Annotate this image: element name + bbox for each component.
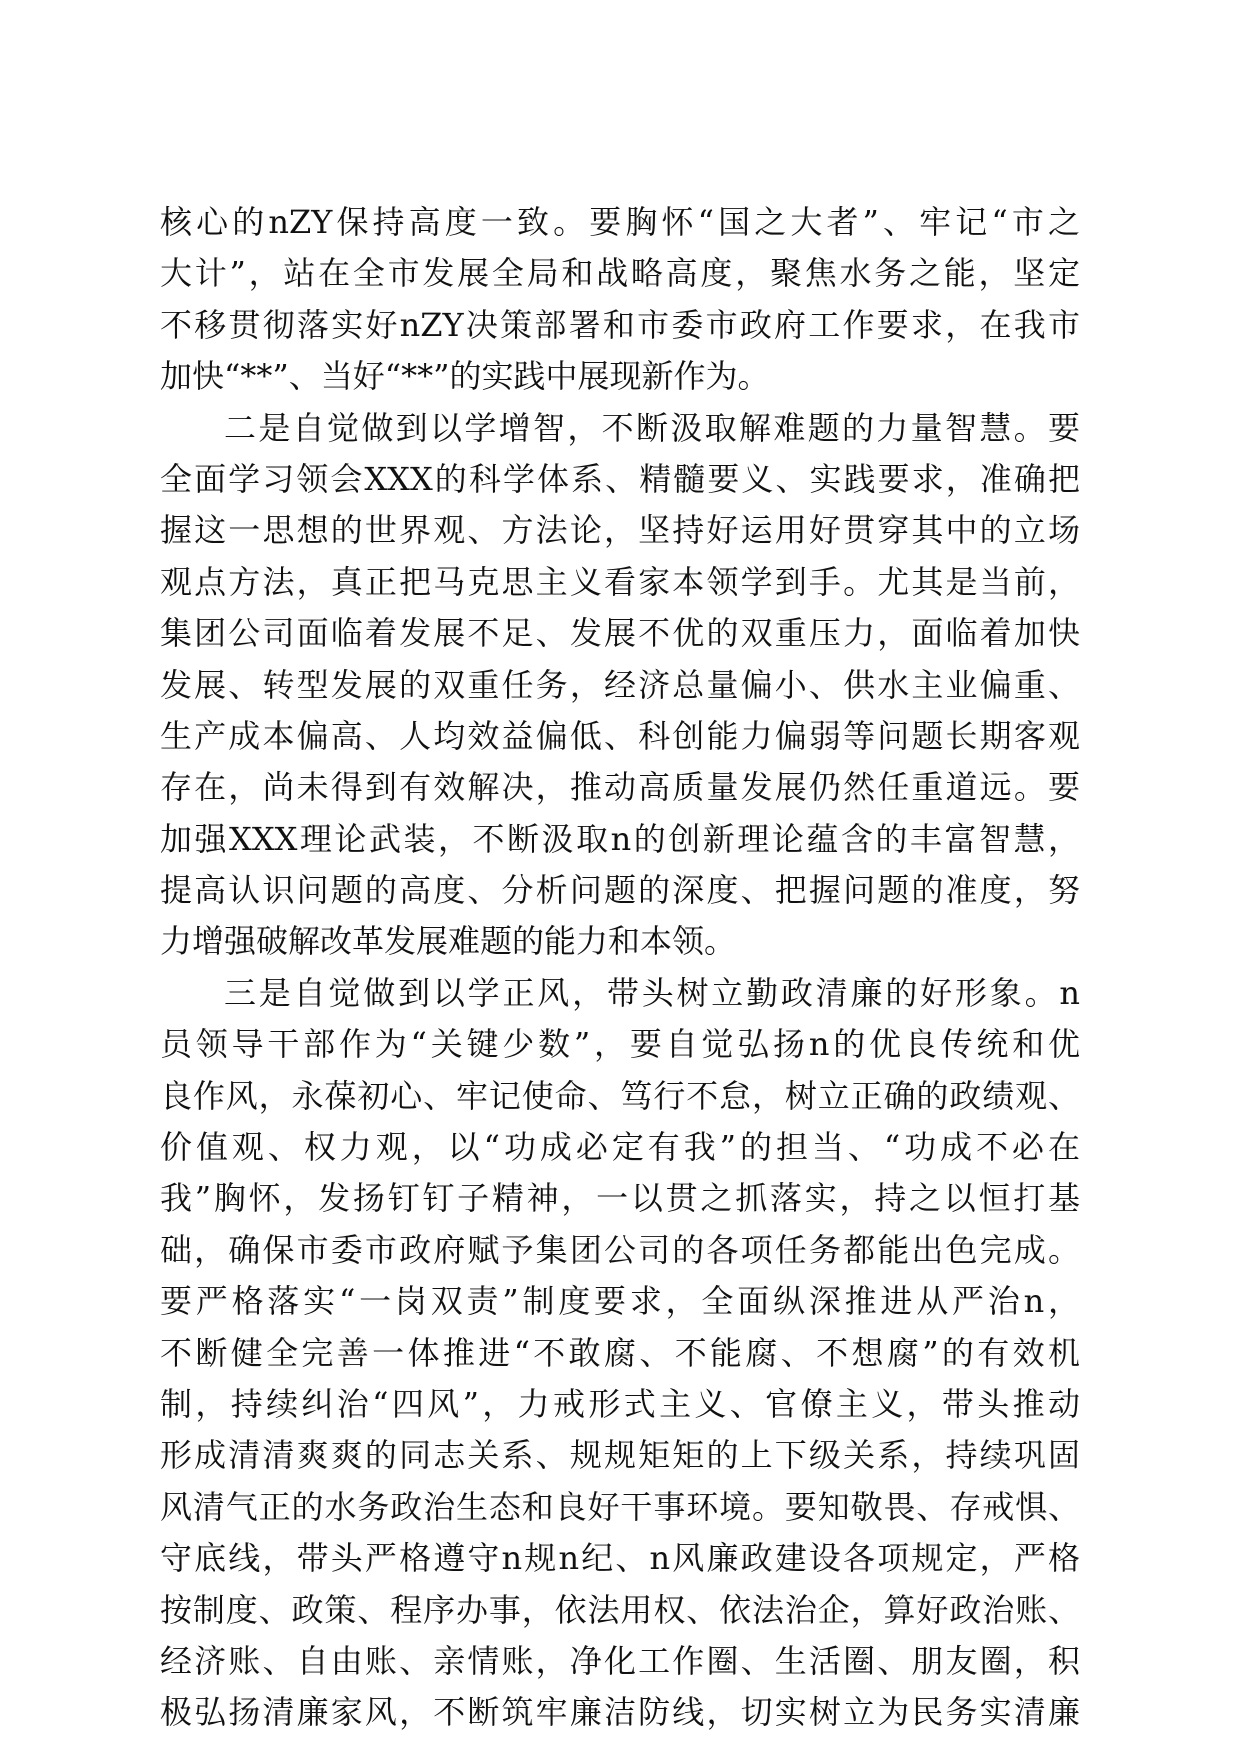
paragraph-2 (160, 403, 1080, 968)
text-line: 良作风，永葆初心、牢记使命、笃行不怠，树立正确的政绩观、 (160, 1076, 1080, 1115)
text-line: 集团公司面临着发展不足、发展不优的双重压力，面临着加快 (160, 614, 1080, 653)
document-body (160, 197, 1080, 1739)
text-line: 守底线，带头严格遵守n规n纪、n风廉政建设各项规定，严格 (160, 1539, 1080, 1578)
text-line: 础，确保市委市政府赋予集团公司的各项任务都能出色完成。 (160, 1230, 1080, 1269)
text-line: 力增强破解改革发展难题的能力和本领。 (160, 922, 737, 961)
text-line: 极弘扬清廉家风，不断筑牢廉洁防线，切实树立为民务实清廉 (160, 1693, 1080, 1732)
text-line: 风清气正的水务政治生态和良好干事环境。要知敬畏、存戒惧、 (160, 1487, 1080, 1526)
paragraph-3 (160, 968, 1080, 1739)
text-line: 不断健全完善一体推进“不敢腐、不能腐、不想腐”的有效机 (160, 1333, 1080, 1372)
text-line: 加快“**”、当好“**”的实践中展现新作为。 (160, 357, 770, 396)
text-line: 不移贯彻落实好nZY决策部署和市委市政府工作要求，在我市 (160, 305, 1080, 344)
text-line: 存在，尚未得到有效解决，推动高质量发展仍然任重道远。要 (160, 768, 1080, 807)
text-line: 形成清清爽爽的同志关系、规规矩矩的上下级关系，持续巩固 (160, 1436, 1080, 1475)
text-line: 提高认识问题的高度、分析问题的深度、把握问题的准度，努 (160, 871, 1080, 910)
text-line: 生产成本偏高、人均效益偏低、科创能力偏弱等问题长期客观 (160, 716, 1080, 755)
text-line: 加强XXX理论武装，不断汲取n的创新理论蕴含的丰富智慧， (160, 819, 1080, 858)
text-line: 经济账、自由账、亲情账，净化工作圈、生活圈、朋友圈，积 (160, 1641, 1080, 1680)
text-line: 大计”，站在全市发展全局和战略高度，聚焦水务之能，坚定 (160, 254, 1080, 293)
text-line: 要严格落实“一岗双责”制度要求，全面纵深推进从严治n， (160, 1282, 1080, 1321)
text-line: 二是自觉做到以学增智，不断汲取解难题的力量智慧。要 (224, 408, 1080, 447)
text-line: 三是自觉做到以学正风，带头树立勤政清廉的好形象。n (224, 973, 1080, 1012)
text-line: 核心的nZY保持高度一致。要胸怀“国之大者”、牢记“市之 (160, 203, 1080, 241)
text-line: 员领导干部作为“关键少数”，要自觉弘扬n的优良传统和优 (160, 1025, 1080, 1064)
text-line: 我”胸怀，发扬钉钉子精神，一以贯之抓落实，持之以恒打基 (160, 1179, 1080, 1218)
paragraph-1 (160, 197, 1080, 403)
text-line: 握这一思想的世界观、方法论，坚持好运用好贯穿其中的立场 (160, 511, 1080, 550)
text-line: 制，持续纠治“四风”，力戒形式主义、官僚主义，带头推动 (160, 1384, 1080, 1423)
text-line: 价值观、权力观，以“功成必定有我”的担当、“功成不必在 (160, 1128, 1080, 1167)
text-line: 按制度、政策、程序办事，依法用权、依法治企，算好政治账、 (160, 1590, 1080, 1629)
text-line: 全面学习领会XXX的科学体系、精髓要义、实践要求，准确把 (160, 459, 1080, 498)
text-line: 观点方法，真正把马克思主义看家本领学到手。尤其是当前， (160, 562, 1080, 601)
text-line: 发展、转型发展的双重任务，经济总量偏小、供水主业偏重、 (160, 665, 1080, 704)
